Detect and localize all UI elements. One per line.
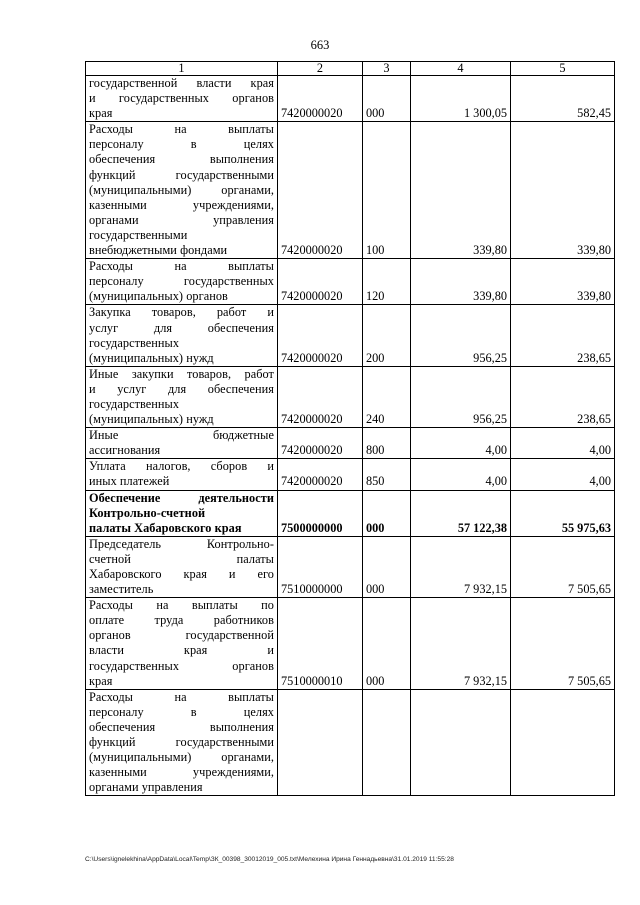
description-line: Расходы на выплаты <box>89 689 274 704</box>
description-line: Председатель Контрольно- <box>89 536 274 551</box>
description-line: Хабаровского края и его <box>89 567 274 581</box>
row-value-2020: 4,00 <box>511 459 615 490</box>
row-description <box>86 459 278 490</box>
description-line: счетной палаты <box>89 551 274 566</box>
row-target-code <box>278 689 363 796</box>
row-value-2019: 4,00 <box>411 459 511 490</box>
description-line: государственных органов <box>89 658 274 673</box>
row-value-2020: 582,45 <box>511 76 615 122</box>
row-target-code: 7420000020 <box>278 76 363 122</box>
row-description <box>86 598 278 690</box>
description-line: (муниципальных) нужд <box>89 412 214 427</box>
file-path-footer: C:\Users\ignelekhina\AppData\Local\Temp\ЗК_00398_30012019_005.txt\Мелехина Ирина Геннадьевна\31.01.2019 11:55:28 <box>85 856 454 863</box>
table-row <box>86 76 615 122</box>
description-line: казенными учреждениями, <box>89 197 274 212</box>
row-value-2020: 7 505,65 <box>511 598 615 690</box>
description-line: государственными <box>89 227 188 242</box>
row-value-2020: 4,00 <box>511 428 615 459</box>
description-line: органами управления <box>89 780 203 795</box>
description-line: персоналу в целях <box>89 137 274 152</box>
row-target-code: 7510000010 <box>278 598 363 690</box>
description-line: палаты Хабаровского края <box>89 520 242 535</box>
row-description <box>86 536 278 597</box>
row-description <box>86 122 278 259</box>
row-description <box>86 305 278 366</box>
row-value-2019: 339,80 <box>411 122 511 259</box>
header-col-5: 5 <box>511 62 615 76</box>
description-line: органов государственной <box>89 628 274 643</box>
description-line: обеспечения выполнения <box>89 719 274 734</box>
description-line: оплате труда работников <box>89 613 274 628</box>
row-target-code: 7510000000 <box>278 536 363 597</box>
row-value-2020: 339,80 <box>511 122 615 259</box>
table-row <box>86 536 615 597</box>
row-value-2019: 4,00 <box>411 428 511 459</box>
description-line: органами управления <box>89 212 274 227</box>
row-description <box>86 259 278 305</box>
row-description <box>86 76 278 122</box>
description-line: (муниципальными) органами, <box>89 182 274 197</box>
description-line: Контрольно-счетной <box>89 505 206 520</box>
description-line: Уплата налогов, сборов и <box>89 459 274 474</box>
table-row <box>86 366 615 427</box>
description-line: и услуг для обеспечения <box>89 381 274 396</box>
header-col-3: 3 <box>363 62 411 76</box>
row-target-code: 7420000020 <box>278 428 363 459</box>
description-line: Иные бюджетные <box>89 428 274 443</box>
row-value-2020: 238,65 <box>511 366 615 427</box>
row-expense-kind: 850 <box>363 459 411 490</box>
description-line: края <box>89 106 113 121</box>
description-line: края <box>89 673 113 688</box>
row-value-2020 <box>511 689 615 796</box>
description-line: государственной власти края <box>89 76 274 90</box>
row-value-2019: 339,80 <box>411 259 511 305</box>
description-line: и государственных органов <box>89 91 274 106</box>
description-line: Обеспечение деятельности <box>89 490 274 505</box>
description-line: персоналу в целях <box>89 704 274 719</box>
row-expense-kind: 000 <box>363 76 411 122</box>
header-col-1: 1 <box>86 62 278 76</box>
table-row <box>86 598 615 690</box>
description-line: государственных <box>89 335 180 350</box>
row-target-code: 7420000020 <box>278 122 363 259</box>
row-value-2019 <box>411 689 511 796</box>
row-expense-kind: 800 <box>363 428 411 459</box>
description-line: власти края и <box>89 643 274 658</box>
row-value-2020: 238,65 <box>511 305 615 366</box>
row-value-2019: 7 932,15 <box>411 536 511 597</box>
row-expense-kind: 120 <box>363 259 411 305</box>
description-line: ассигнования <box>89 443 161 458</box>
description-line: (муниципальными) органами, <box>89 750 274 765</box>
row-value-2020: 7 505,65 <box>511 536 615 597</box>
description-line: Расходы на выплаты <box>89 122 274 137</box>
row-value-2019: 956,25 <box>411 366 511 427</box>
table-row <box>86 490 615 536</box>
description-line: Расходы на выплаты <box>89 259 274 274</box>
row-value-2020: 55 975,63 <box>511 490 615 536</box>
table-row <box>86 259 615 305</box>
table-header-row <box>86 62 615 76</box>
row-expense-kind: 000 <box>363 598 411 690</box>
row-value-2019: 57 122,38 <box>411 490 511 536</box>
table-row <box>86 689 615 796</box>
row-expense-kind: 240 <box>363 366 411 427</box>
description-line: функций государственными <box>89 167 274 182</box>
table-row <box>86 122 615 259</box>
description-line: заместитель <box>89 582 154 597</box>
row-value-2019: 7 932,15 <box>411 598 511 690</box>
row-target-code: 7420000020 <box>278 305 363 366</box>
row-description <box>86 490 278 536</box>
row-value-2020: 339,80 <box>511 259 615 305</box>
row-expense-kind: 000 <box>363 490 411 536</box>
header-col-4: 4 <box>411 62 511 76</box>
header-col-2: 2 <box>278 62 363 76</box>
row-description <box>86 689 278 796</box>
description-line: Закупка товаров, работ и <box>89 305 274 320</box>
row-target-code: 7420000020 <box>278 366 363 427</box>
row-expense-kind: 100 <box>363 122 411 259</box>
page-number: 663 <box>310 38 330 52</box>
description-line: казенными учреждениями, <box>89 765 274 780</box>
row-description <box>86 366 278 427</box>
description-line: Расходы на выплаты по <box>89 598 274 613</box>
description-line: функций государственными <box>89 735 274 750</box>
table-row <box>86 305 615 366</box>
description-line: персоналу государственных <box>89 274 274 289</box>
row-target-code: 7420000020 <box>278 459 363 490</box>
description-line: услуг для обеспечения <box>89 320 274 335</box>
row-target-code: 7420000020 <box>278 259 363 305</box>
row-expense-kind: 200 <box>363 305 411 366</box>
row-value-2019: 1 300,05 <box>411 76 511 122</box>
table-row <box>86 459 615 490</box>
budget-table <box>85 61 615 796</box>
description-line: внебюджетными фондами <box>89 243 228 258</box>
description-line: (муниципальных) нужд <box>89 350 214 365</box>
description-line: обеспечения выполнения <box>89 152 274 167</box>
description-line: (муниципальных) органов <box>89 289 228 304</box>
row-expense-kind: 000 <box>363 536 411 597</box>
row-target-code: 7500000000 <box>278 490 363 536</box>
table-row <box>86 428 615 459</box>
row-value-2019: 956,25 <box>411 305 511 366</box>
row-description <box>86 428 278 459</box>
row-expense-kind <box>363 689 411 796</box>
description-line: государственных <box>89 396 180 411</box>
description-line: Иные закупки товаров, работ <box>89 366 274 381</box>
description-line: иных платежей <box>89 474 170 489</box>
